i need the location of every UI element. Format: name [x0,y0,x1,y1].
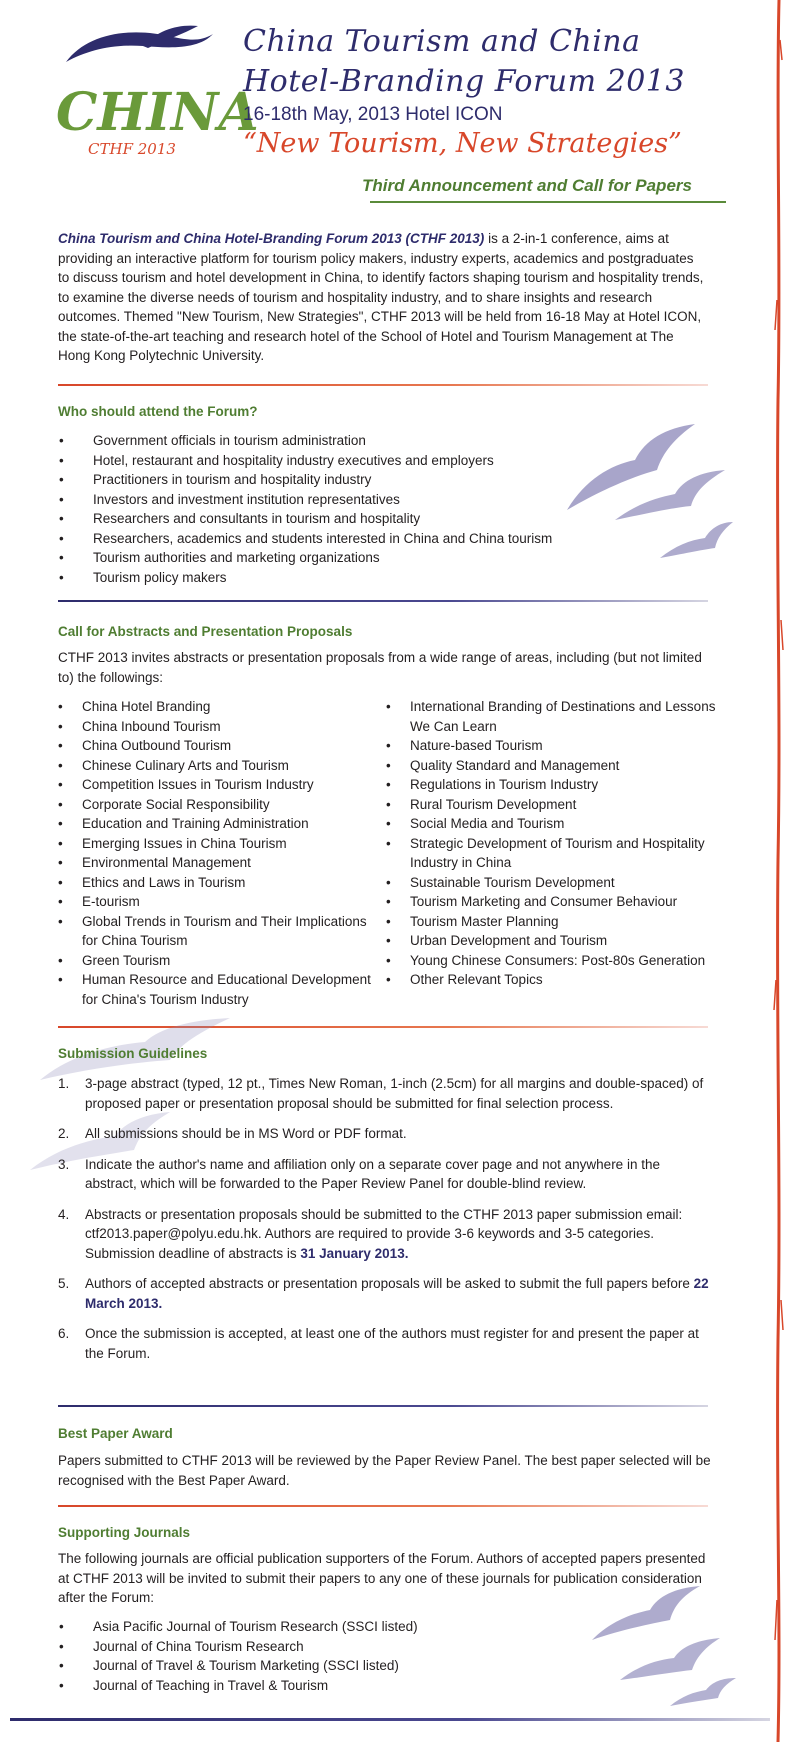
divider [58,384,708,386]
award-body: Papers submitted to CTHF 2013 will be reviewed by the Paper Review Panel. The best paper selected will be recognised with the Best Paper Award. [58,1453,711,1488]
announcement-heading: Third Announcement and Call for Papers [362,176,692,195]
list-item: • Tourism authorities and marketing organizations [59,550,380,565]
forum-theme: “New Tourism, New Strategies” [243,128,682,159]
list-item: • Young Chinese Consumers: Post-80s Generation [386,952,706,968]
svg-text:CTHF 2013: CTHF 2013 [88,140,176,158]
list-item: • Tourism policy makers [59,569,227,585]
submission-heading: Submission Guidelines [58,1046,208,1061]
deadline-abstracts: 31 January 2013 [300,1245,405,1261]
svg-text:CHINA: CHINA [56,82,259,143]
list-item: • Environmental Management [58,855,251,870]
list-item: • Practitioners in tourism and hospitality industry [59,472,372,487]
list-item: • Rural Tourism Development [386,796,577,812]
list-item: • China Inbound Tourism [58,718,221,734]
list-item: • Urban Development and Tourism [386,933,608,948]
list-item: • Tourism Master Planning [386,913,559,929]
list-item: • Journal of China Tourism Research [59,1638,304,1654]
list-item: • Green Tourism [58,952,171,968]
journals-body: The following journals are official publication supporters of the Forum. Authors of accepted papers presented at CTHF 2013 will be invited to submit their papers to any one of these journals for publication consideration after the Forum: [58,1551,706,1605]
award-heading: Best Paper Award [58,1426,173,1441]
list-item: • Regulations in Tourism Industry [386,777,599,792]
list-item: 1. 3-page abstract (typed, 12 pt., Times New Roman, 1-inch (2.5cm) for all margins and double-spaced) of proposed paper or presentation proposal should be submitted for final selection process. [58,1076,704,1111]
announcement-underline [370,201,726,203]
forum-title-line-2: Hotel-Branding Forum 2013 [243,64,685,99]
abstracts-intro: CTHF 2013 invites abstracts or presentation proposals from a wide range of areas, including (but not limited to) the followings: [58,650,702,685]
list-item: • China Hotel Branding [58,699,211,714]
list-item: • E-tourism [58,894,140,909]
list-item: • Tourism Marketing and Consumer Behaviour [386,894,678,909]
list-item: 3. Indicate the author's name and affiliation only on a separate cover page and not anywhere in the abstract, which will be forwarded to the Paper Review Panel for double-blind review. [58,1156,660,1191]
list-item: • Strategic Development of Tourism and Hospitality Industry in China [386,835,705,870]
list-item: • Journal of Travel & Tourism Marketing (SSCI listed) [59,1658,399,1673]
divider [58,600,708,602]
divider [58,1405,708,1407]
list-item: • Researchers and consultants in tourism and hospitality [59,511,421,526]
abstracts-heading: Call for Abstracts and Presentation Proposals [58,624,353,639]
deadline-full-papers: 22 March 2013 [85,1276,709,1311]
intro-body: is a 2-in-1 conference, aims at providing an interactive platform for tourism policy makers, industry experts, academics and postgraduates to discuss tourism and hotel development in China, to identify factors shaping tourism and hospitality trends, to examine the diverse needs of tourism and hospitality industry, and to share insights and research outcomes. Themed "New Tourism, New Strategies", CTHF 2013 will be held from 16-18 May at Hotel ICON, the state-of-the-art teaching and research hotel of the School of Hotel and Tourism Management at The Hong Kong Polytechnic University. [58,231,704,363]
list-item: • Hotel, restaurant and hospitality industry executives and employers [59,452,494,468]
submission-list [58,1074,710,1374]
list-item: 2. All submissions should be in MS Word or PDF format. [58,1126,407,1141]
birds-illustration [565,410,735,570]
attend-list [59,431,633,587]
list-item: • Ethics and Laws in Tourism [58,874,246,890]
list-item: • Investors and investment institution representatives [59,491,400,507]
list-item: • Human Resource and Educational Development for China's Tourism Industry [58,972,371,1007]
cthf-logo [48,22,259,162]
list-item: • International Branding of Destinations and Lessons We Can Learn [386,699,716,734]
list-item: • Nature-based Tourism [386,738,543,753]
list-item: 6. Once the submission is accepted, at least one of the authors must register for and present the paper at the Forum. [58,1326,699,1361]
intro-lead: China Tourism and China Hotel-Branding Forum 2013 (CTHF 2013) [58,231,485,246]
list-item: • Corporate Social Responsibility [58,796,270,812]
journals-list [59,1617,533,1695]
list-item: • Social Media and Tourism [386,816,565,831]
list-item: • Education and Training Administration [58,816,309,831]
divider [58,1505,708,1507]
list-item: • Chinese Culinary Arts and Tourism [58,757,289,773]
list-item: • Other Relevant Topics [386,972,543,987]
topics-list-left [58,697,372,1009]
list-item: • Asia Pacific Journal of Tourism Research (SSCI listed) [59,1619,418,1634]
list-item: • Competition Issues in Tourism Industry [58,777,314,792]
forum-dates-venue: 16-18th May, 2013 Hotel ICON [243,104,503,125]
intro-paragraph [58,229,708,366]
forum-title-line-1: China Tourism and China [243,24,641,59]
list-item: • Sustainable Tourism Development [386,874,615,890]
list-item: • Journal of Teaching in Travel & Tourism [59,1677,329,1693]
list-item: • Government officials in tourism administration [59,433,366,448]
journals-heading: Supporting Journals [58,1525,191,1540]
list-item: • Emerging Issues in China Tourism [58,835,287,851]
topics-list-right [386,697,730,990]
birds-illustration [590,1580,740,1710]
bottom-divider [10,1718,770,1721]
list-item: • Quality Standard and Management [386,757,620,773]
list-item: • Global Trends in Tourism and Their Implications for China Tourism [58,913,367,948]
list-item: • Researchers, academics and students interested in China and China tourism [59,530,553,546]
list-item: • China Outbound Tourism [58,738,232,753]
list-item: 5. Authors of accepted abstracts or presentation proposals will be asked to submit the full papers before 22 March 2013. [58,1276,709,1311]
right-border-decoration [770,0,786,1742]
attend-heading: Who should attend the Forum? [58,404,258,419]
list-item: 4. Abstracts or presentation proposals should be submitted to the CTHF 2013 paper submission email: ctf2013.paper@polyu.edu.hk. Authors are required to provide 3-6 keywords and 3-5 categories. Submission deadline of abstracts is 31 January 2013. [58,1206,683,1261]
